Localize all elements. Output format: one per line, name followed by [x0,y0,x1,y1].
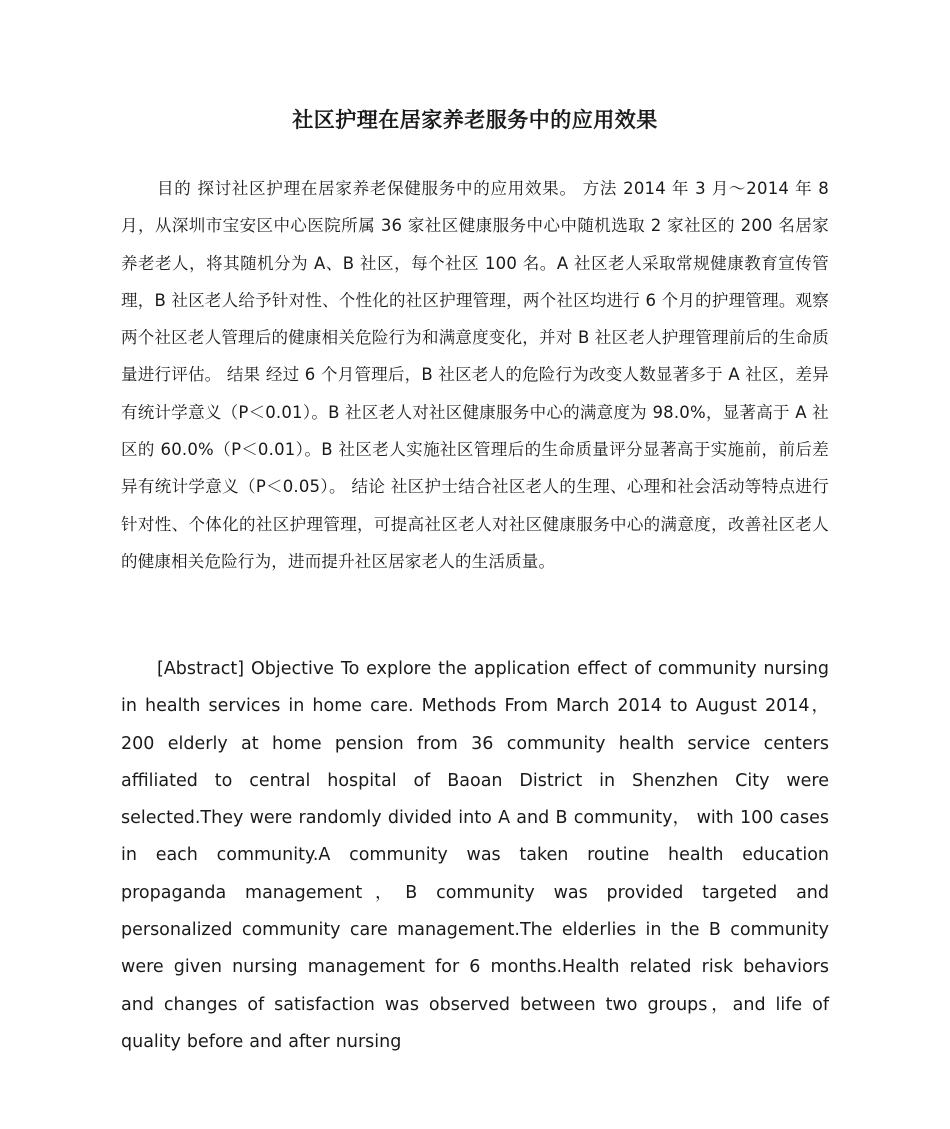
chinese-abstract-paragraph: 目的 探讨社区护理在居家养老保健服务中的应用效果。 方法 2014 年 3 月～2014 年 8 月，从深圳市宝安区中心医院所属 36 家社区健康服务中心中随机选取 2 家社区的 200 名居家养老老人，将其随机分为 A、B 社区，每个社区 100 名。A 社区老人采取常规健康教育宣传管理，B 社区老人给予针对性、个性化的社区护理管理，两个社区均进行 6 个月的护理管理。观察两个社区老人管理后的健康相关危险行为和满意度变化，并对 B 社区老人护理管理前后的生命质量进行评估。 结果 经过 6 个月管理后，B 社区老人的危险行为改变人数显著多于 A 社区，差异有统计学意义（P＜0.01）。B 社区老人对社区健康服务中心的满意度为 98.0%，显著高于 A 社区的 60.0%（P＜0.01）。B 社区老人实施社区管理后的生命质量评分显著高于实施前，前后差异有统计学意义（P＜0.05）。 结论 社区护士结合社区老人的生理、心理和社会活动等特点进行针对性、个体化的社区护理管理，可提高社区老人对社区健康服务中心的满意度，改善社区老人的健康相关危险行为，进而提升社区居家老人的生活质量。 [121,179,829,571]
english-abstract-paragraph: [Abstract] Objective To explore the application effect of community nursing in health services in home care. Methods From March 2014 to August 2014，200 elderly at home pension from 36 community health service centers affiliated to central hospital of Baoan District in Shenzhen City were selected.They were randomly divided into A and B community， with 100 cases in each community.A community was taken routine health education propaganda management，B community was provided targeted and personalized community care management.The elderlies in the B community were given nursing management for 6 months.Health related risk behaviors and changes of satisfaction was observed between two groups，and life of quality before and after nursing [121,659,829,1052]
document-title: 社区护理在居家养老服务中的应用效果 [292,108,658,133]
